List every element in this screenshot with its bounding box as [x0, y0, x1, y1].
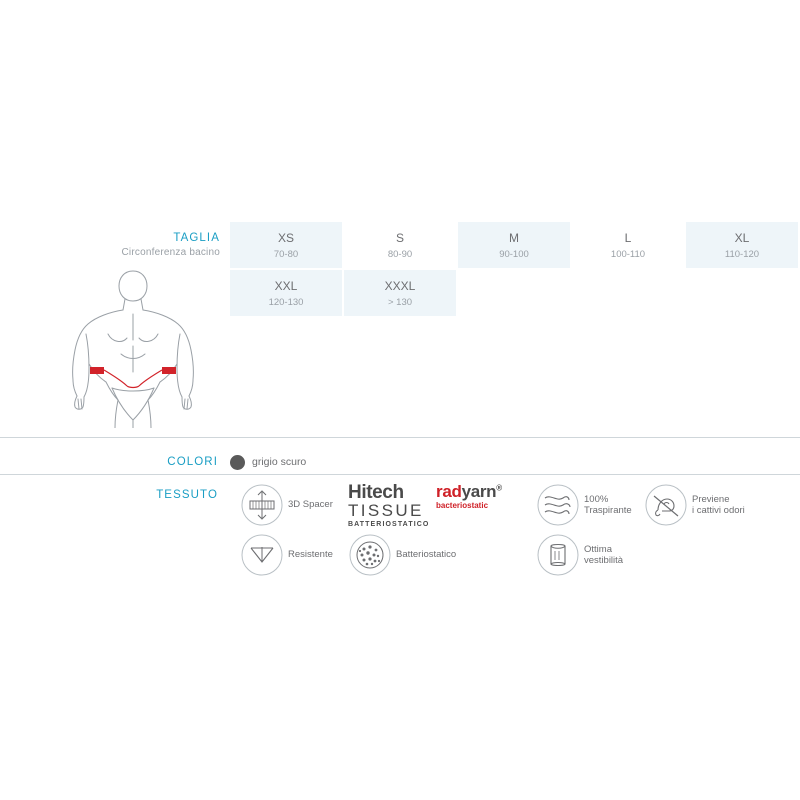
size-cell-xxxl-range: > 130 [387, 296, 413, 308]
feature-vestibilita-label [584, 544, 623, 567]
divider-top [0, 437, 800, 438]
feature-3d-spacer-label: 3D Spacer [288, 499, 333, 511]
feature-cattivi-odori-line2: i cattivi odori [692, 505, 745, 516]
radyarn-logo [436, 483, 502, 510]
feature-grid [240, 483, 780, 583]
color-swatch-item[interactable] [230, 455, 306, 470]
odor-prevention-icon [644, 483, 688, 527]
hitech-tissue-logo [348, 483, 429, 528]
feature-cattivi-odori-line1: Previene [692, 493, 730, 505]
3d-spacer-icon [240, 483, 284, 527]
colors-label: COLORI [167, 456, 218, 468]
feature-line-2 [240, 533, 780, 583]
hitech-logo-line3: BATTERIOSTATICO [348, 521, 430, 528]
size-cell-xl-size: XL [734, 230, 750, 245]
circumference-label: Circonferenza bacino [121, 247, 220, 258]
feature-resistente [240, 533, 348, 577]
size-cell-xxxl-size: XXXL [384, 278, 416, 293]
size-cell-empty-3 [686, 270, 798, 316]
hitech-logo-line1: Hitech [348, 482, 404, 503]
radyarn-logo-sub: bacteriostatic [436, 501, 489, 510]
feature-batteriostatico [348, 533, 536, 577]
feature-hitech-tissue [348, 483, 436, 528]
feature-traspirante-line2: Traspirante [584, 505, 632, 516]
size-cell-m-range: 90-100 [499, 248, 529, 260]
size-cell-xs-size: XS [277, 230, 294, 245]
size-cell-xxxl[interactable] [344, 270, 456, 316]
feature-cattivi-odori-label [692, 494, 745, 517]
feature-resistente-label: Resistente [288, 549, 333, 561]
fit-icon [536, 533, 580, 577]
feature-batteriostatico-label: Batteriostatico [396, 549, 457, 561]
feature-radyarn [436, 483, 536, 510]
fabric-label: TESSUTO [156, 489, 218, 501]
feature-vestibilita [536, 533, 666, 577]
radyarn-logo-yarn: yarn [461, 482, 497, 501]
radyarn-logo-main [436, 483, 502, 500]
size-cell-xxl[interactable] [230, 270, 342, 316]
feature-traspirante [536, 483, 644, 527]
feature-line-1 [240, 483, 780, 533]
feature-vestibilita-line2: vestibilità [584, 555, 624, 566]
divider-middle [0, 474, 800, 475]
feature-traspirante-label [584, 494, 632, 517]
hitech-logo-line2: TISSUE [348, 501, 424, 520]
bacteriostatic-icon [348, 533, 392, 577]
body-figure [48, 268, 218, 428]
size-cell-xxl-size: XXL [274, 278, 298, 293]
feature-traspirante-line1: 100% [584, 493, 609, 505]
size-table-row-1 [0, 222, 800, 268]
size-cell-xxl-range: 120-130 [268, 296, 304, 308]
size-cell-s[interactable] [344, 222, 456, 268]
size-cell-xs-range: 70-80 [273, 248, 299, 260]
size-cell-empty-1 [458, 270, 570, 316]
radyarn-logo-rad: rad [436, 482, 462, 501]
feature-cattivi-odori [644, 483, 774, 527]
size-cell-xl-range: 110-120 [724, 248, 760, 260]
color-swatch-grigio-scuro[interactable] [230, 455, 245, 470]
size-cell-s-range: 80-90 [387, 248, 413, 260]
size-table-row-labels [0, 222, 230, 268]
color-name-grigio-scuro: grigio scuro [252, 456, 307, 468]
colors-row [0, 450, 800, 474]
breathable-icon [536, 483, 580, 527]
durability-icon [240, 533, 284, 577]
radyarn-logo-reg: ® [496, 483, 502, 493]
size-cell-xs[interactable] [230, 222, 342, 268]
size-cell-l-range: 100-110 [610, 248, 646, 260]
size-cells-row-1 [230, 222, 800, 268]
feature-3d-spacer [240, 483, 348, 527]
size-cell-xl[interactable] [686, 222, 798, 268]
feature-vestibilita-line1: Ottima [584, 543, 612, 555]
size-label: TAGLIA [173, 232, 220, 244]
size-cell-empty-2 [572, 270, 684, 316]
size-cell-m[interactable] [458, 222, 570, 268]
size-cell-m-size: M [509, 230, 519, 245]
size-cell-s-size: S [395, 230, 404, 245]
size-cells-row-2 [230, 270, 800, 316]
size-cell-l-size: L [624, 230, 632, 245]
size-cell-l[interactable] [572, 222, 684, 268]
